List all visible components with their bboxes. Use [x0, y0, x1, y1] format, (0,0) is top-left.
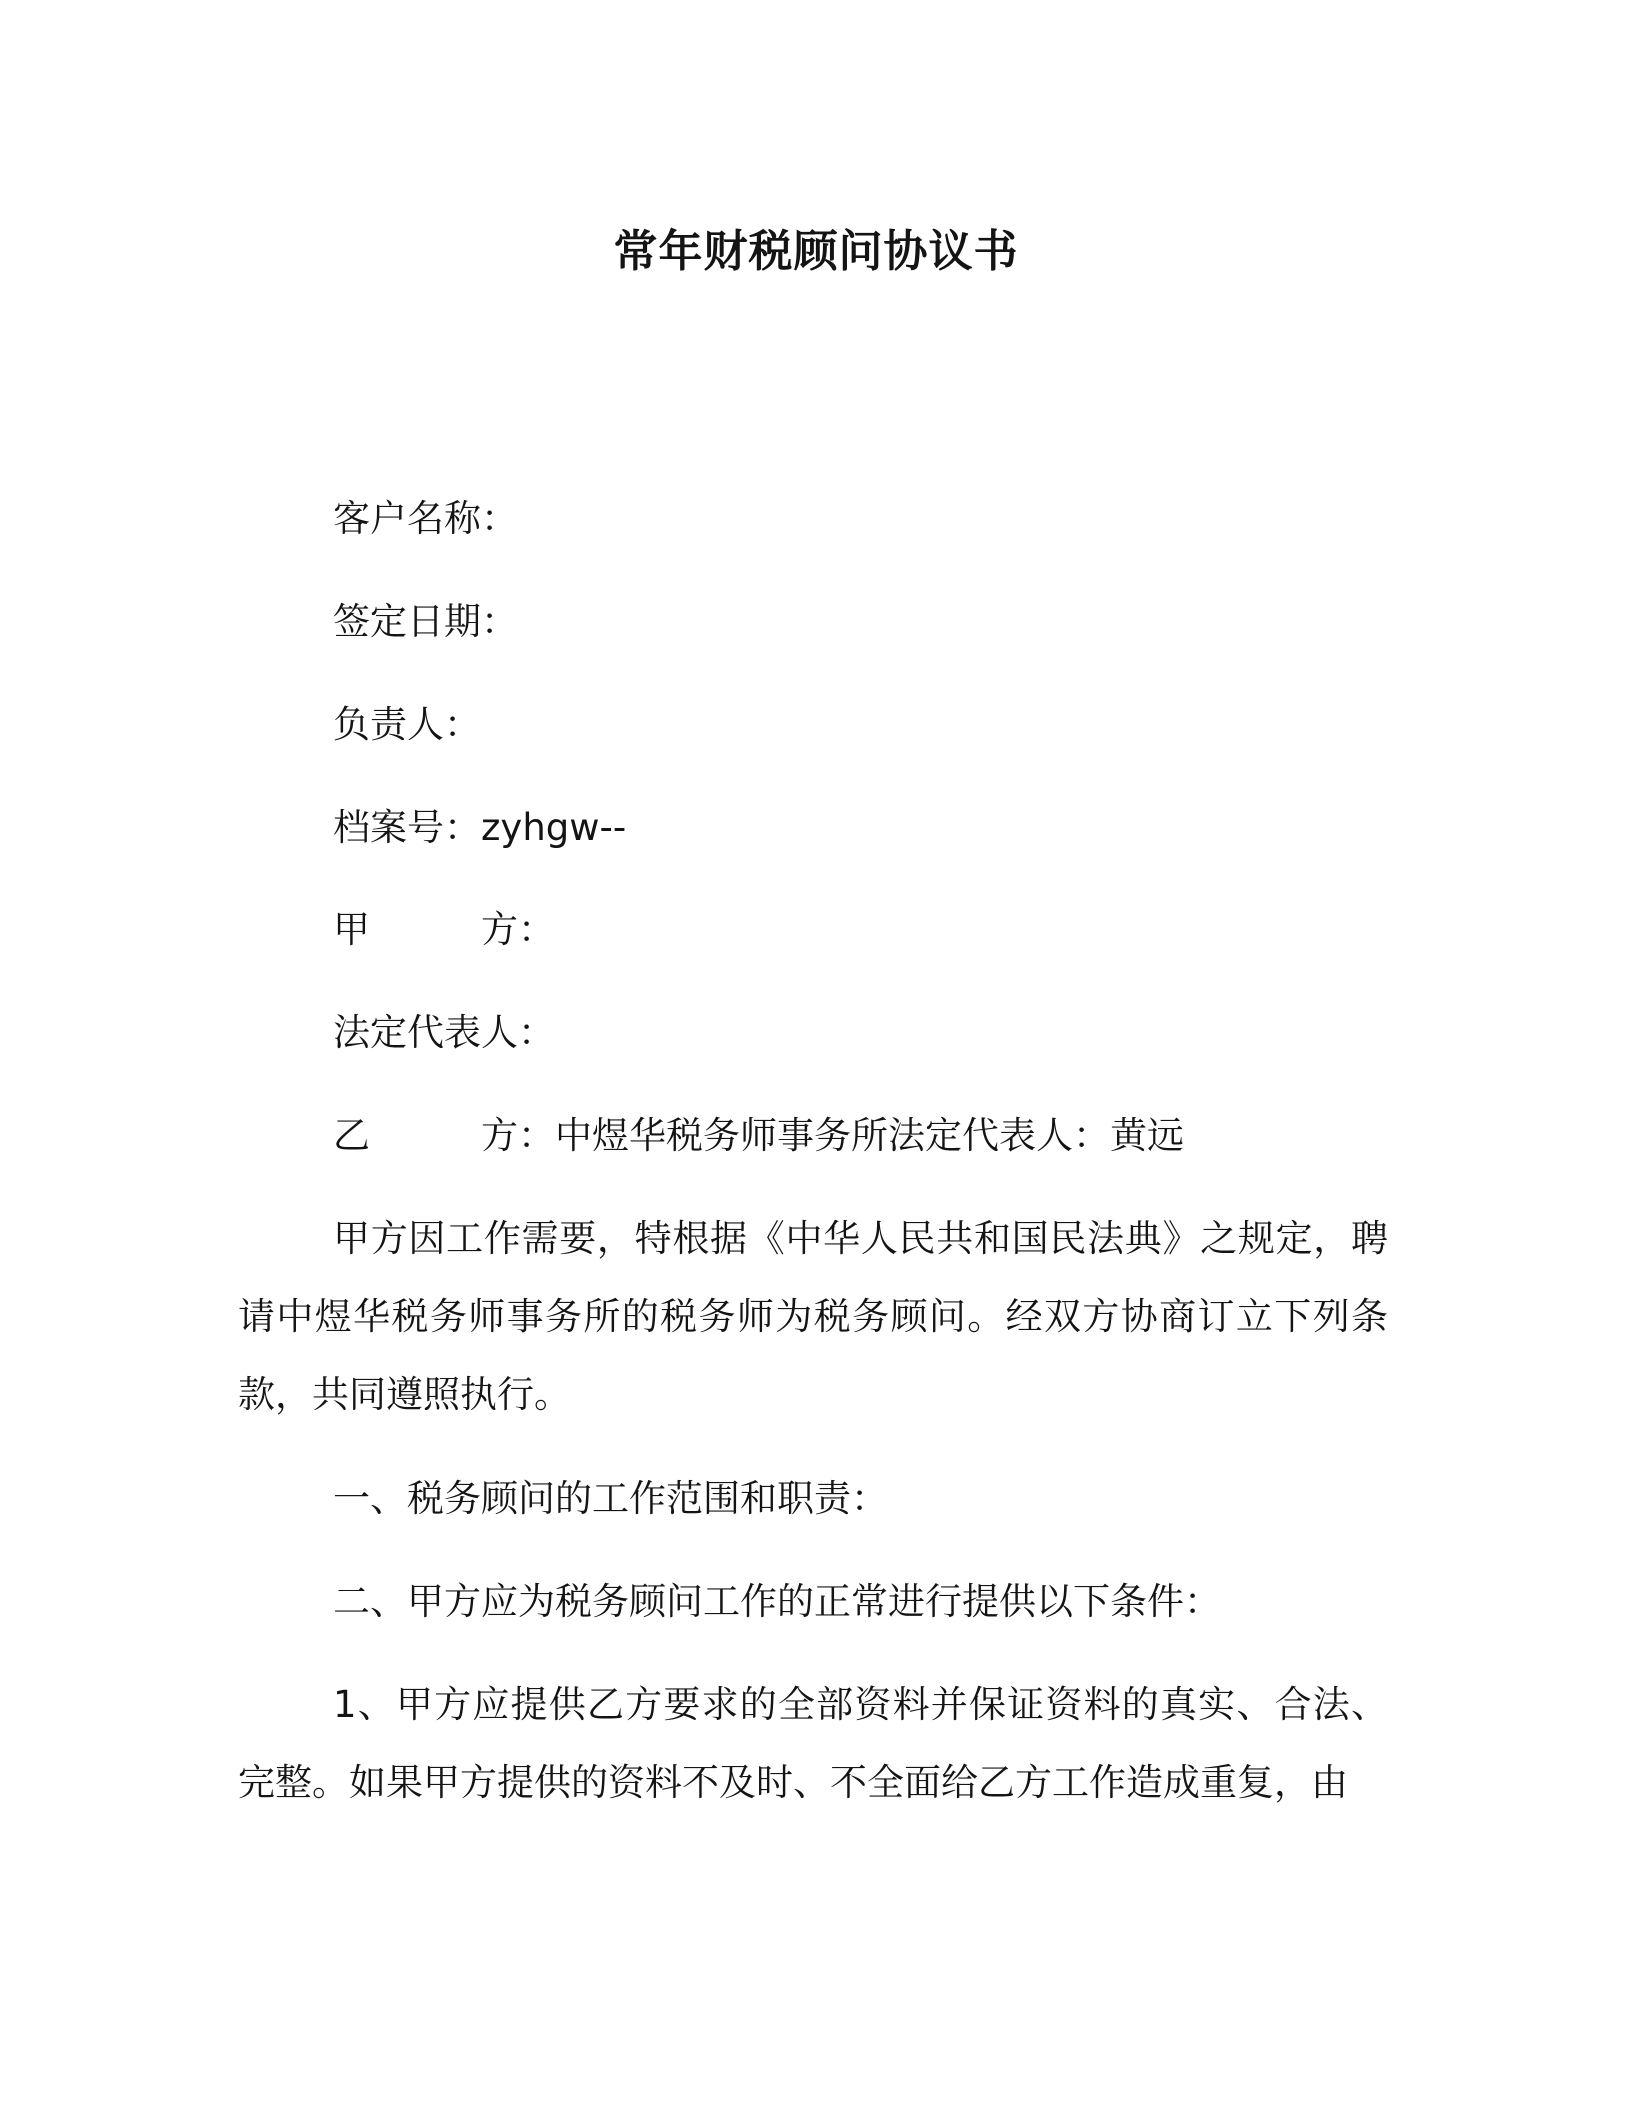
party-b-field: [333, 1111, 1184, 1161]
party-b-value: ：中煜华税务师事务所法定代表人：黄远: [518, 1114, 1184, 1157]
party-a-label: 甲 方: [333, 908, 518, 951]
file-number-field: [333, 803, 626, 853]
sign-date-field: 签定日期：: [333, 600, 518, 643]
section-1-heading: 一、税务顾问的工作范围和职责：: [333, 1477, 888, 1520]
section-2-heading: 二、甲方应为税务顾问工作的正常进行提供以下条件：: [333, 1580, 1221, 1623]
person-in-charge-field: 负责人：: [333, 703, 481, 746]
document-title: 常年财税顾问协议书: [613, 226, 1019, 277]
customer-name-field: 客户名称：: [333, 497, 518, 540]
intro-paragraph: 甲方因工作需要，特根据《中华人民共和国民法典》之规定，聘请中煜华税务师事务所的税务师为税务顾问。经双方协商订立下列条款，共同遵照执行。: [238, 1217, 1388, 1416]
item-1-paragraph: 1、甲方应提供乙方要求的全部资料并保证资料的真实、合法、完整。如果甲方提供的资料不及时、不全面给乙方工作造成重复，由: [238, 1683, 1388, 1804]
party-a-colon: ：: [518, 908, 555, 951]
party-b-label: 乙 方: [333, 1114, 518, 1157]
party-a-field: [333, 905, 555, 955]
file-number-value: zyhgw--: [481, 806, 627, 849]
file-number-label: 档案号：: [333, 806, 481, 849]
legal-representative-field: 法定代表人：: [333, 1011, 555, 1054]
